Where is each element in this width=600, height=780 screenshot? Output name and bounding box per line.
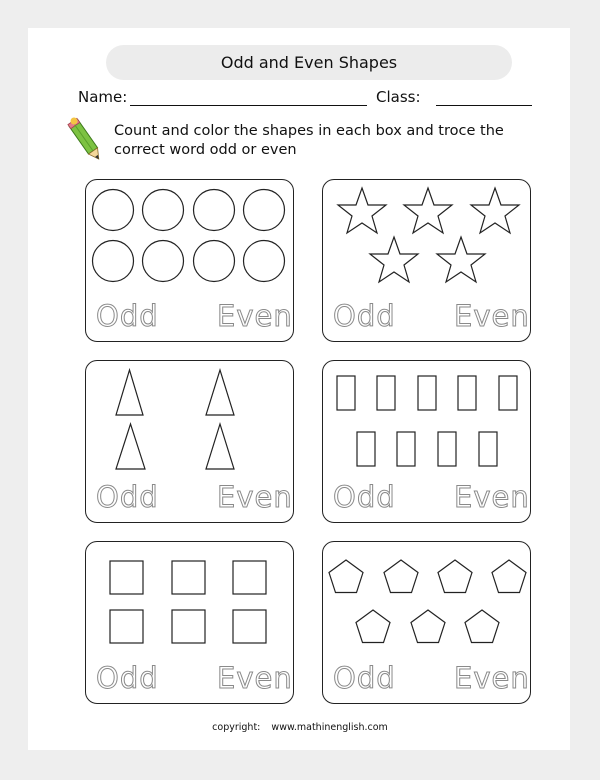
trace-even[interactable]: Even: [217, 299, 293, 333]
trace-odd[interactable]: Odd: [96, 299, 159, 333]
instructions-line-1: Count and color the shapes in each box and troce the: [114, 123, 504, 139]
page-title: Odd and Even Shapes: [220, 53, 398, 72]
star-shape: [370, 237, 418, 282]
trace-odd[interactable]: Odd: [96, 661, 159, 695]
instructions: [114, 122, 534, 160]
trace-odd[interactable]: Odd: [96, 480, 159, 514]
square-shape: [110, 561, 143, 594]
square-shape: [110, 610, 143, 643]
shape-box-stars[interactable]: [322, 179, 531, 342]
trace-even[interactable]: Even: [454, 480, 530, 514]
rectangle-shape: [418, 376, 436, 410]
circle-shape: [143, 241, 184, 282]
triangle-shape: [116, 370, 143, 415]
triangle-shape: [206, 424, 234, 469]
rectangle-shape: [479, 432, 497, 466]
circle-shape: [93, 241, 134, 282]
rectangle-shape: [458, 376, 476, 410]
star-shape: [404, 188, 452, 233]
shape-box-circles[interactable]: [85, 179, 294, 342]
circle-shape: [143, 190, 184, 231]
star-shape: [471, 188, 519, 233]
class-label: Class:: [376, 88, 421, 106]
trace-even[interactable]: Even: [217, 661, 293, 695]
rectangle-shape: [377, 376, 395, 410]
trace-odd[interactable]: Odd: [333, 480, 396, 514]
trace-even[interactable]: Even: [217, 480, 293, 514]
website-link[interactable]: www.mathinenglish.com: [271, 722, 388, 733]
name-label: Name:: [78, 88, 128, 106]
pencil-icon: [66, 113, 106, 167]
triangle-shape: [206, 370, 234, 415]
title-bar: [106, 45, 512, 80]
pentagon-shape: [438, 560, 472, 593]
square-shape: [172, 610, 205, 643]
class-line[interactable]: [436, 105, 532, 106]
pentagon-shape: [329, 560, 363, 593]
sparkle-icon: [71, 118, 78, 125]
circle-shape: [244, 241, 285, 282]
circle-shape: [194, 190, 235, 231]
trace-odd[interactable]: Odd: [333, 661, 396, 695]
copyright-label: copyright:: [212, 722, 261, 733]
pentagon-shape: [492, 560, 526, 593]
name-line[interactable]: [130, 105, 367, 106]
shape-box-squares[interactable]: [85, 541, 294, 704]
trace-even[interactable]: Even: [454, 661, 530, 695]
square-shape: [233, 610, 266, 643]
rectangle-shape: [357, 432, 375, 466]
square-shape: [172, 561, 205, 594]
rectangle-shape: [397, 432, 415, 466]
name-class-row: [78, 88, 538, 110]
circle-shape: [244, 190, 285, 231]
triangle-shape: [116, 424, 145, 469]
star-shape: [338, 188, 386, 233]
circle-shape: [93, 190, 134, 231]
circle-shape: [194, 241, 235, 282]
shape-box-rectangles[interactable]: [322, 360, 531, 523]
pentagon-shape: [465, 610, 499, 643]
pentagon-shape: [411, 610, 445, 643]
trace-even[interactable]: Even: [454, 299, 530, 333]
square-shape: [233, 561, 266, 594]
instructions-line-2: correct word odd or even: [114, 142, 297, 158]
pentagon-shape: [384, 560, 418, 593]
star-shape: [437, 237, 485, 282]
shape-box-pentagons[interactable]: [322, 541, 531, 704]
rectangle-shape: [337, 376, 355, 410]
rectangle-shape: [499, 376, 517, 410]
trace-odd[interactable]: Odd: [333, 299, 396, 333]
pentagon-shape: [356, 610, 390, 643]
footer: [0, 722, 600, 733]
shape-box-triangles[interactable]: [85, 360, 294, 523]
rectangle-shape: [438, 432, 456, 466]
